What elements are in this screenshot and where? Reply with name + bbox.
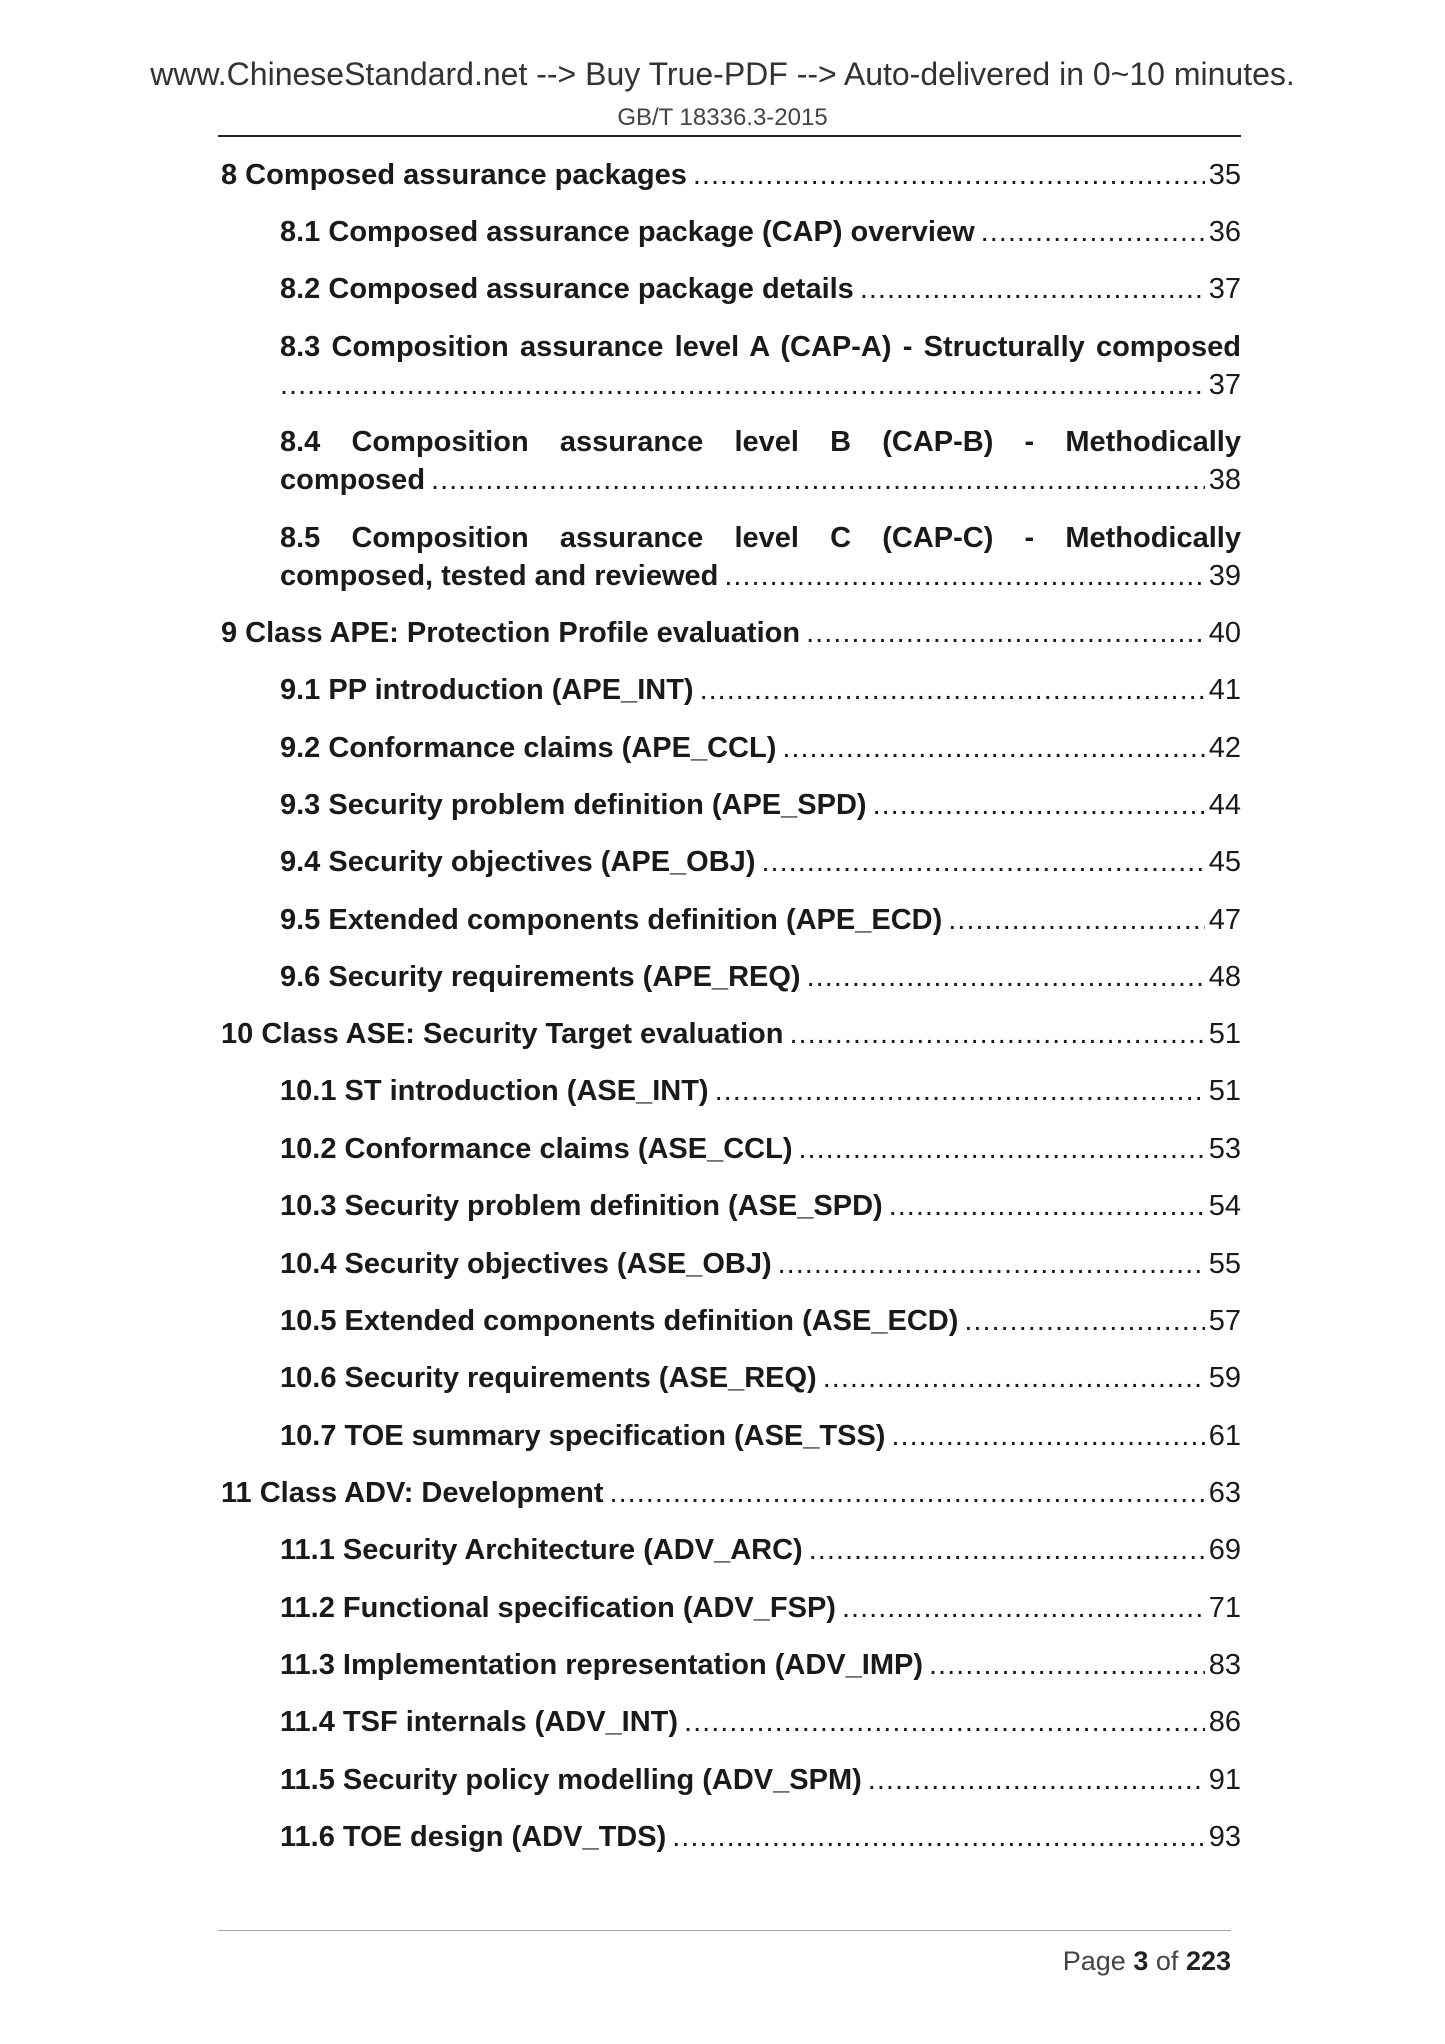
toc-leader-dots bbox=[809, 1531, 1205, 1569]
toc-entry-title: 8.5 Composition assurance level C (CAP-C) - Methodically bbox=[280, 522, 1241, 554]
toc-entry[interactable] bbox=[221, 614, 1241, 652]
toc-entry-page: 59 bbox=[1208, 1362, 1241, 1394]
toc-entry[interactable] bbox=[280, 328, 1241, 404]
toc-entry[interactable] bbox=[280, 1531, 1241, 1569]
toc-leader-dots bbox=[868, 1761, 1205, 1799]
toc-entry[interactable] bbox=[280, 1761, 1241, 1799]
toc-entry-title: 10.5 Extended components definition (ASE_ECD) bbox=[280, 1305, 959, 1337]
toc-entry-title-continued: composed, tested and reviewed bbox=[280, 560, 719, 592]
toc-entry-title: 10.6 Security requirements (ASE_REQ) bbox=[280, 1362, 817, 1394]
toc-entry-title: 9 Class APE: Protection Profile evaluation bbox=[221, 617, 801, 649]
toc-entry-title: 9.1 PP introduction (APE_INT) bbox=[280, 674, 694, 706]
toc-entry[interactable] bbox=[280, 1130, 1241, 1168]
toc-entry[interactable] bbox=[221, 1015, 1241, 1053]
toc-entry[interactable] bbox=[280, 1703, 1241, 1741]
toc-entry-page: 93 bbox=[1208, 1821, 1241, 1853]
toc-entry-title: 9.4 Security objectives (APE_OBJ) bbox=[280, 846, 756, 878]
toc-entry-title-continued: composed bbox=[280, 464, 426, 496]
toc-entry-title: 11.3 Implementation representation (ADV_IMP) bbox=[280, 1649, 923, 1681]
toc-entry-title: 11.4 TSF internals (ADV_INT) bbox=[280, 1706, 679, 1738]
toc-entry-page: 45 bbox=[1208, 846, 1241, 878]
toc-entry-page: 91 bbox=[1208, 1764, 1241, 1796]
toc-leader-dots bbox=[806, 614, 1205, 652]
toc-entry[interactable] bbox=[280, 423, 1241, 499]
toc-leader-dots bbox=[981, 213, 1205, 251]
toc-leader-dots bbox=[693, 156, 1205, 194]
toc-entry-page: 38 bbox=[1208, 464, 1241, 496]
toc-leader-dots bbox=[798, 1130, 1204, 1168]
document-id: GB/T 18336.3-2015 bbox=[617, 104, 828, 131]
toc-entry-page: 54 bbox=[1208, 1190, 1241, 1222]
toc-entry-title: 10.7 TOE summary specification (ASE_TSS) bbox=[280, 1420, 886, 1452]
toc-entry[interactable] bbox=[280, 1818, 1241, 1856]
toc-entry-title: 11 Class ADV: Development bbox=[221, 1477, 604, 1509]
toc-entry-page: 39 bbox=[1208, 560, 1241, 592]
toc-entry[interactable] bbox=[280, 270, 1241, 308]
toc-entry-page: 55 bbox=[1208, 1248, 1241, 1280]
toc-leader-dots bbox=[431, 461, 1205, 499]
toc-entry-title: 8.3 Composition assurance level A (CAP-A) - Structurally composed bbox=[280, 331, 1241, 363]
toc-entry-page: 42 bbox=[1208, 732, 1241, 764]
toc-entry[interactable] bbox=[280, 213, 1241, 251]
toc-entry-page: 37 bbox=[1208, 369, 1241, 401]
toc-entry[interactable] bbox=[280, 901, 1241, 939]
toc-leader-dots bbox=[715, 1072, 1205, 1110]
toc-entry-page: 41 bbox=[1208, 674, 1241, 706]
toc-entry[interactable] bbox=[280, 1359, 1241, 1397]
toc-entry-title: 11.2 Functional specification (ADV_FSP) bbox=[280, 1592, 836, 1624]
toc-leader-dots bbox=[889, 1187, 1205, 1225]
page-current: 3 bbox=[1133, 1946, 1149, 1976]
toc-leader-dots bbox=[948, 901, 1204, 939]
toc-leader-dots bbox=[782, 729, 1204, 767]
toc-leader-dots bbox=[891, 1417, 1204, 1455]
toc-leader-dots bbox=[610, 1474, 1205, 1512]
header-rule bbox=[218, 135, 1241, 137]
toc-entry-title: 9.6 Security requirements (APE_REQ) bbox=[280, 961, 801, 993]
toc-entry-page: 48 bbox=[1208, 961, 1241, 993]
toc-leader-dots bbox=[860, 270, 1205, 308]
toc-entry[interactable] bbox=[280, 843, 1241, 881]
toc-entry-title: 9.2 Conformance claims (APE_CCL) bbox=[280, 732, 777, 764]
toc-entry[interactable] bbox=[280, 519, 1241, 595]
toc-leader-dots bbox=[873, 786, 1205, 824]
toc-leader-dots bbox=[807, 958, 1205, 996]
toc-entry-page: 53 bbox=[1208, 1133, 1241, 1165]
toc-leader-dots bbox=[823, 1359, 1205, 1397]
toc-entry-title: 10.4 Security objectives (ASE_OBJ) bbox=[280, 1248, 772, 1280]
toc-entry-title: 11.5 Security policy modelling (ADV_SPM) bbox=[280, 1764, 862, 1796]
toc-entry[interactable] bbox=[280, 1302, 1241, 1340]
toc-leader-dots bbox=[842, 1589, 1205, 1627]
toc-leader-dots bbox=[280, 366, 1205, 404]
toc-entry-title: 11.1 Security Architecture (ADV_ARC) bbox=[280, 1534, 803, 1566]
toc-entry[interactable] bbox=[280, 671, 1241, 709]
toc-entry[interactable] bbox=[280, 729, 1241, 767]
toc-leader-dots bbox=[964, 1302, 1204, 1340]
toc-entry-page: 71 bbox=[1208, 1592, 1241, 1624]
toc-leader-dots bbox=[778, 1245, 1205, 1283]
toc-entry[interactable] bbox=[221, 1474, 1241, 1512]
toc-entry-title: 8 Composed assurance packages bbox=[221, 159, 687, 191]
toc-entry[interactable] bbox=[280, 958, 1241, 996]
toc-entry-page: 35 bbox=[1208, 159, 1241, 191]
toc-entry-title: 10.3 Security problem definition (ASE_SPD) bbox=[280, 1190, 883, 1222]
toc-leader-dots bbox=[724, 557, 1204, 595]
toc-entry-page: 40 bbox=[1208, 617, 1241, 649]
toc-entry-title: 10.1 ST introduction (ASE_INT) bbox=[280, 1075, 709, 1107]
toc-leader-dots bbox=[789, 1015, 1204, 1053]
page-prefix: Page bbox=[1062, 1946, 1126, 1976]
toc-entry-title: 11.6 TOE design (ADV_TDS) bbox=[280, 1821, 667, 1853]
toc-entry-page: 44 bbox=[1208, 789, 1241, 821]
toc-entry[interactable] bbox=[280, 1245, 1241, 1283]
page-number bbox=[1063, 1946, 1231, 1977]
toc-entry-page: 86 bbox=[1208, 1706, 1241, 1738]
page-separator: of bbox=[1155, 1946, 1179, 1976]
toc-entry-title: 9.5 Extended components definition (APE_ECD) bbox=[280, 904, 943, 936]
toc-entry-page: 63 bbox=[1208, 1477, 1241, 1509]
toc-entry-page: 51 bbox=[1208, 1018, 1241, 1050]
toc-entry-page: 36 bbox=[1208, 216, 1241, 248]
page-total: 223 bbox=[1185, 1946, 1231, 1976]
toc-entry-page: 57 bbox=[1208, 1305, 1241, 1337]
toc-entry[interactable] bbox=[280, 786, 1241, 824]
toc-entry-page: 37 bbox=[1208, 273, 1241, 305]
toc-entry-page: 69 bbox=[1208, 1534, 1241, 1566]
toc-leader-dots bbox=[672, 1818, 1205, 1856]
toc-entry[interactable] bbox=[280, 1589, 1241, 1627]
toc-leader-dots bbox=[684, 1703, 1205, 1741]
toc-entry-title: 10 Class ASE: Security Target evaluation bbox=[221, 1018, 784, 1050]
toc-entry-title: 8.2 Composed assurance package details bbox=[280, 273, 854, 305]
toc-leader-dots bbox=[700, 671, 1205, 709]
toc-entry-title: 8.1 Composed assurance package (CAP) overview bbox=[280, 216, 975, 248]
toc-entry[interactable] bbox=[221, 156, 1241, 194]
toc-leader-dots bbox=[761, 843, 1204, 881]
toc-entry-page: 51 bbox=[1208, 1075, 1241, 1107]
toc-entry-title: 8.4 Composition assurance level B (CAP-B) - Methodically bbox=[280, 426, 1241, 458]
toc-entry[interactable] bbox=[280, 1187, 1241, 1225]
toc-leader-dots bbox=[929, 1646, 1205, 1684]
toc-entry-title: 9.3 Security problem definition (APE_SPD) bbox=[280, 789, 867, 821]
toc-entry-page: 83 bbox=[1208, 1649, 1241, 1681]
toc-entry-page: 61 bbox=[1208, 1420, 1241, 1452]
footer-rule bbox=[218, 1930, 1231, 1931]
toc-entry[interactable] bbox=[280, 1646, 1241, 1684]
top-banner: www.ChineseStandard.net --> Buy True-PDF --> Auto-delivered in 0~10 minutes. bbox=[150, 56, 1295, 92]
toc-entry-title: 10.2 Conformance claims (ASE_CCL) bbox=[280, 1133, 793, 1165]
toc-entry[interactable] bbox=[280, 1072, 1241, 1110]
toc-entry[interactable] bbox=[280, 1417, 1241, 1455]
toc-entry-page: 47 bbox=[1208, 904, 1241, 936]
